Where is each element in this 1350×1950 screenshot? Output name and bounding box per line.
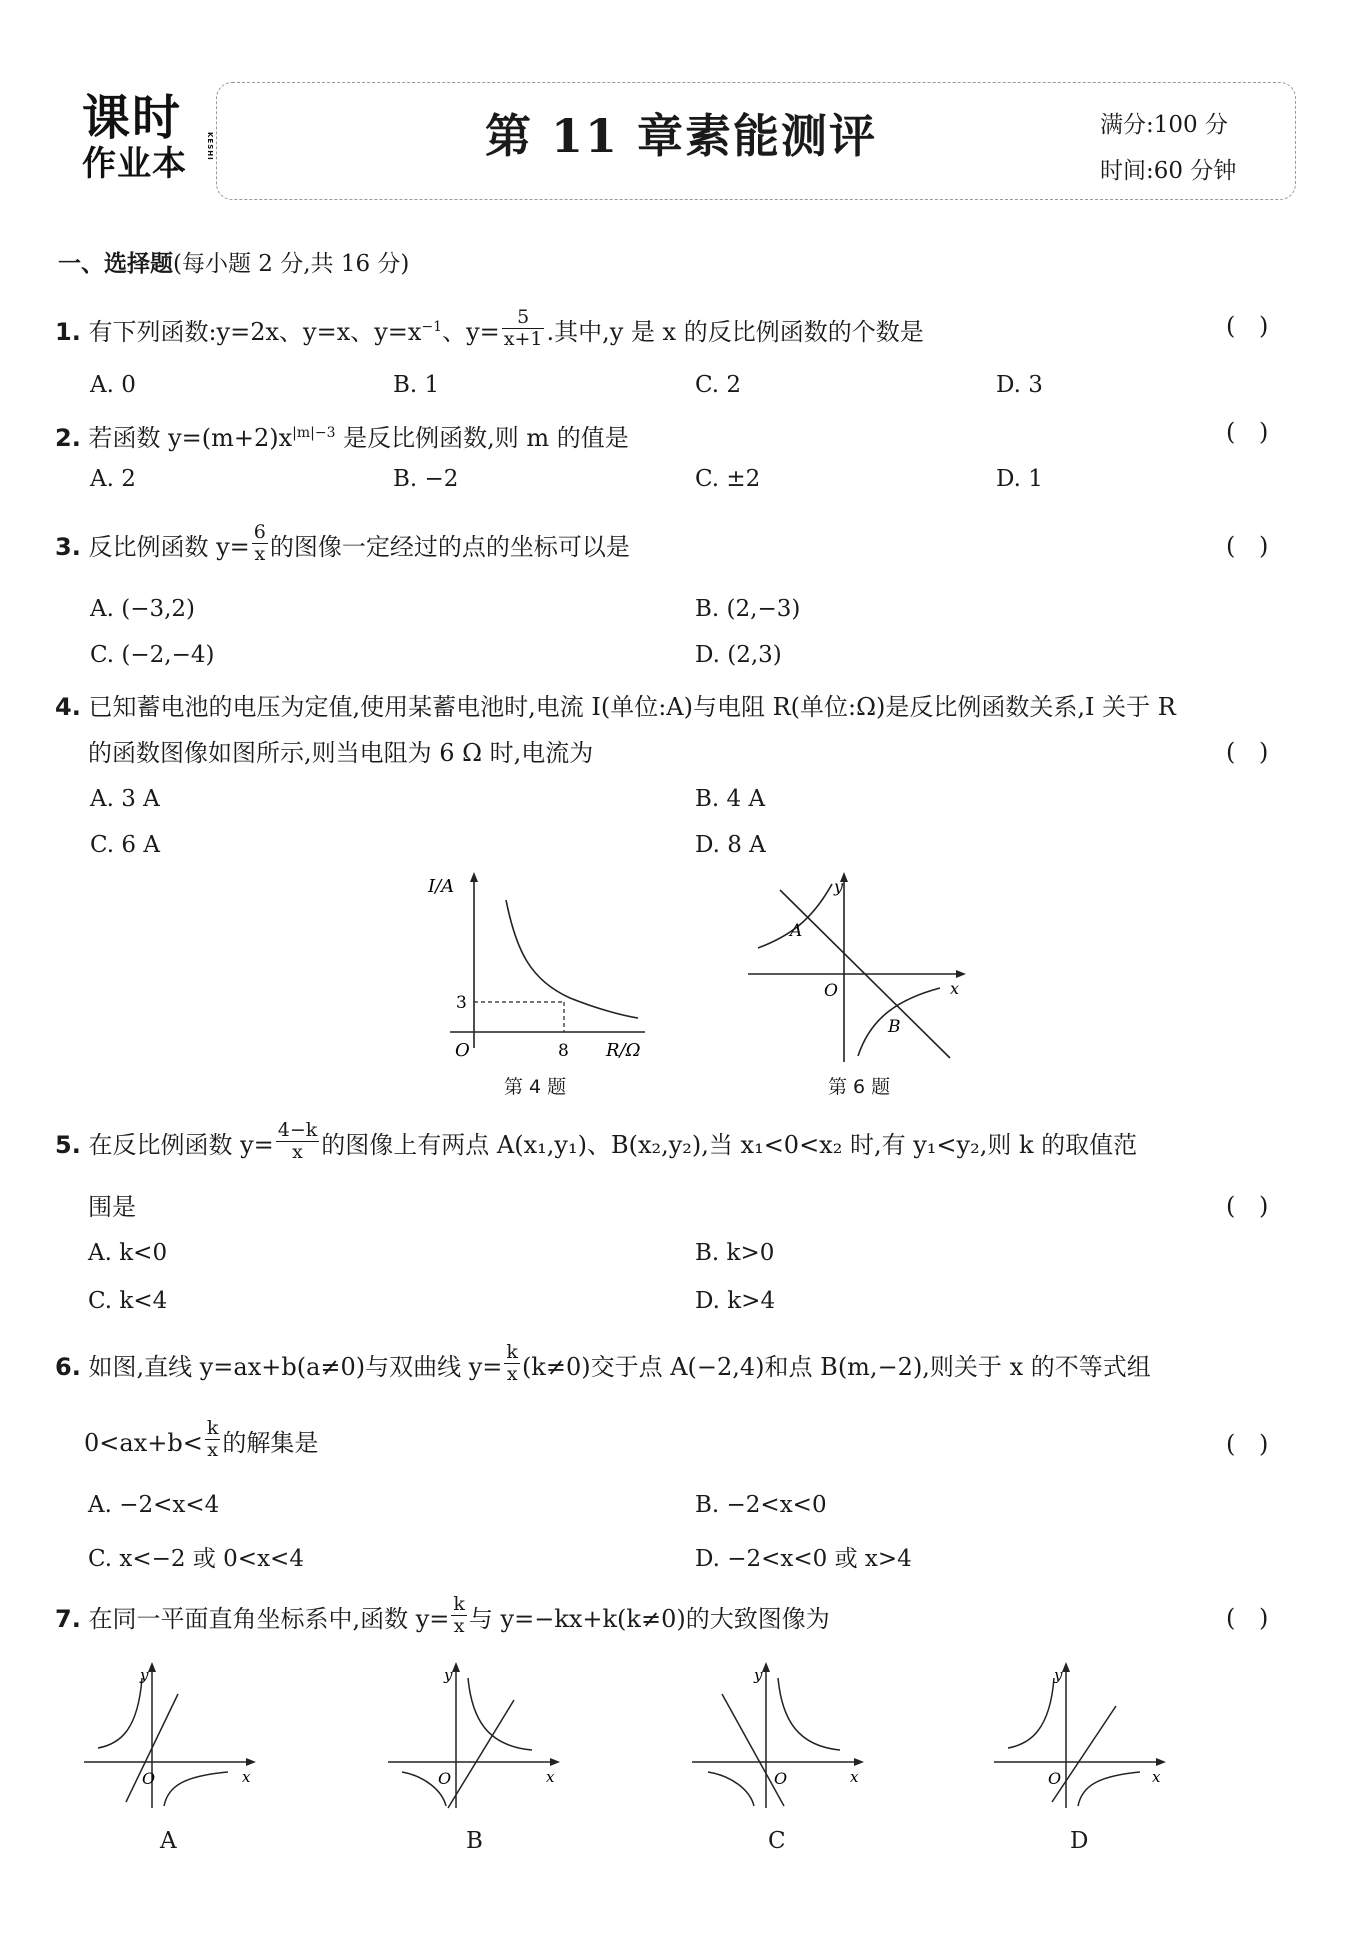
svg-text:O: O bbox=[774, 1769, 788, 1788]
logo-line1: 课时 bbox=[82, 90, 183, 146]
question-3: 3. 反比例函数 y= $\frac{6}{x}$ 的图像一定经过的点的坐标可以是 bbox=[55, 521, 630, 565]
q4-option-b: B. 4 A bbox=[695, 786, 766, 812]
q7-graph-a bbox=[80, 1660, 260, 1810]
q6-option-d: D. −2<x<0 或 x>4 bbox=[695, 1546, 912, 1572]
svg-text:O: O bbox=[1048, 1769, 1062, 1788]
svg-text:y: y bbox=[1054, 1666, 1063, 1684]
q4-option-d: D. 8 A bbox=[695, 832, 766, 858]
fig6-origin: O bbox=[824, 981, 838, 1001]
fig4-caption: 第 4 题 bbox=[504, 1076, 567, 1098]
svg-text:O: O bbox=[438, 1769, 452, 1788]
question-2: 2. 若函数 $y=(m+2)x^{|m|-3}$ 是反比例函数,则 m 的值是 bbox=[55, 424, 629, 452]
q7-option-a: A bbox=[160, 1828, 177, 1854]
fig4-x-label: R/Ω bbox=[606, 1040, 641, 1061]
q5-option-b: B. k>0 bbox=[695, 1240, 775, 1266]
figure-6 bbox=[740, 870, 980, 1070]
q7-option-b: B bbox=[466, 1828, 483, 1854]
q3-option-b: B. (2,−3) bbox=[695, 596, 801, 622]
q7-option-c: C bbox=[768, 1828, 786, 1854]
q5-option-a: A. k<0 bbox=[88, 1240, 168, 1266]
logo-mini: KESHI bbox=[206, 132, 214, 161]
q1-option-c: C. 2 bbox=[695, 372, 742, 398]
q4-option-c: C. 6 A bbox=[90, 832, 160, 858]
svg-text:x: x bbox=[1152, 1768, 1161, 1786]
q3-option-c: C. (−2,−4) bbox=[90, 642, 215, 668]
q1-option-a: A. 0 bbox=[90, 372, 136, 398]
logo bbox=[82, 90, 214, 192]
svg-text:y: y bbox=[444, 1666, 453, 1684]
fig4-origin: O bbox=[455, 1040, 470, 1061]
page-title: 第 11 章素能测评 bbox=[484, 109, 878, 163]
q1-option-d: D. 3 bbox=[996, 372, 1043, 398]
q6-option-b: B. −2<x<0 bbox=[695, 1492, 827, 1518]
question-4-line1: 4. 已知蓄电池的电压为定值,使用某蓄电池时,电流 I(单位:A)与电阻 R(单位:Ω)是反比例函数关系,I 关于 R bbox=[55, 693, 1176, 721]
answer-bracket-6: ( ) bbox=[1226, 1430, 1277, 1458]
q5-option-c: C. k<4 bbox=[88, 1288, 168, 1314]
question-6-line2: 0<ax+b< $\frac{k}{x}$ 的解集是 bbox=[84, 1417, 319, 1461]
fig6-x-label: x bbox=[950, 979, 960, 998]
time-limit: 时间:60 分钟 bbox=[1100, 158, 1237, 184]
answer-bracket-2: ( ) bbox=[1226, 418, 1277, 446]
question-6-line1: 6. 如图,直线 y=ax+b(a≠0)与双曲线 y= $\frac{k}{x}$ (k≠0)交于点 A(−2,4)和点 B(m,−2),则关于 x 的不等式组 bbox=[55, 1341, 1151, 1385]
answer-bracket-5: ( ) bbox=[1226, 1192, 1277, 1220]
fig4-y-label: I/A bbox=[428, 876, 455, 897]
answer-bracket-1: ( ) bbox=[1226, 312, 1277, 340]
q7-graph-d bbox=[990, 1660, 1170, 1810]
question-7: 7. 在同一平面直角坐标系中,函数 y= $\frac{k}{x}$ 与 y=−kx+k(k≠0)的大致图像为 bbox=[55, 1593, 830, 1637]
svg-text:y: y bbox=[140, 1666, 149, 1684]
q7-graph-c bbox=[688, 1660, 868, 1810]
q2-option-a: A. 2 bbox=[90, 466, 136, 492]
logo-line2: 作业本 bbox=[82, 144, 187, 184]
q3-option-d: D. (2,3) bbox=[695, 642, 782, 668]
question-5-line2: 围是 bbox=[88, 1193, 136, 1221]
svg-text:x: x bbox=[850, 1768, 859, 1786]
full-score: 满分:100 分 bbox=[1100, 112, 1228, 138]
q6-option-c: C. x<−2 或 0<x<4 bbox=[88, 1546, 304, 1572]
svg-text:x: x bbox=[546, 1768, 555, 1786]
fig4-tick-y: 3 bbox=[456, 993, 467, 1013]
q6-option-a: A. −2<x<4 bbox=[88, 1492, 220, 1518]
svg-text:y: y bbox=[754, 1666, 763, 1684]
fig6-point-b: B bbox=[888, 1017, 901, 1037]
fig4-tick-x: 8 bbox=[558, 1041, 569, 1061]
q4-option-a: A. 3 A bbox=[90, 786, 160, 812]
q7-option-d: D bbox=[1070, 1828, 1089, 1854]
question-4-line2: 的函数图像如图所示,则当电阻为 6 Ω 时,电流为 bbox=[88, 739, 594, 767]
q1-option-b: B. 1 bbox=[393, 372, 440, 398]
fig6-point-a: A bbox=[790, 921, 803, 941]
figure-4 bbox=[420, 870, 660, 1070]
question-1: 1. 有下列函数:y=2x、y=x、$y=x^{-1}$、y= $\frac{5}{x+1}$ .其中,y 是 x 的反比例函数的个数是 bbox=[55, 306, 924, 350]
section-title: 一、选择题(每小题 2 分,共 16 分) bbox=[58, 251, 410, 277]
q2-option-c: C. ±2 bbox=[695, 466, 761, 492]
answer-bracket-3: ( ) bbox=[1226, 532, 1277, 560]
fig6-y-label: y bbox=[834, 877, 844, 896]
answer-bracket-4: ( ) bbox=[1226, 738, 1277, 766]
q2-option-d: D. 1 bbox=[996, 466, 1043, 492]
q3-option-a: A. (−3,2) bbox=[90, 596, 196, 622]
q7-graph-b bbox=[384, 1660, 564, 1810]
q2-option-b: B. −2 bbox=[393, 466, 459, 492]
question-5-line1: 5. 在反比例函数 y= $\frac{4-k}{x}$ 的图像上有两点 A(x₁,y₁)、B(x₂,y₂),当 x₁<0<x₂ 时,有 y₁<y₂,则 k 的取值范 bbox=[55, 1119, 1138, 1163]
fig4-curve bbox=[506, 900, 638, 1018]
fig6-caption: 第 6 题 bbox=[828, 1076, 891, 1098]
q5-option-d: D. k>4 bbox=[695, 1288, 776, 1314]
answer-bracket-7: ( ) bbox=[1226, 1604, 1277, 1632]
svg-text:x: x bbox=[242, 1768, 251, 1786]
svg-text:O: O bbox=[142, 1769, 156, 1788]
